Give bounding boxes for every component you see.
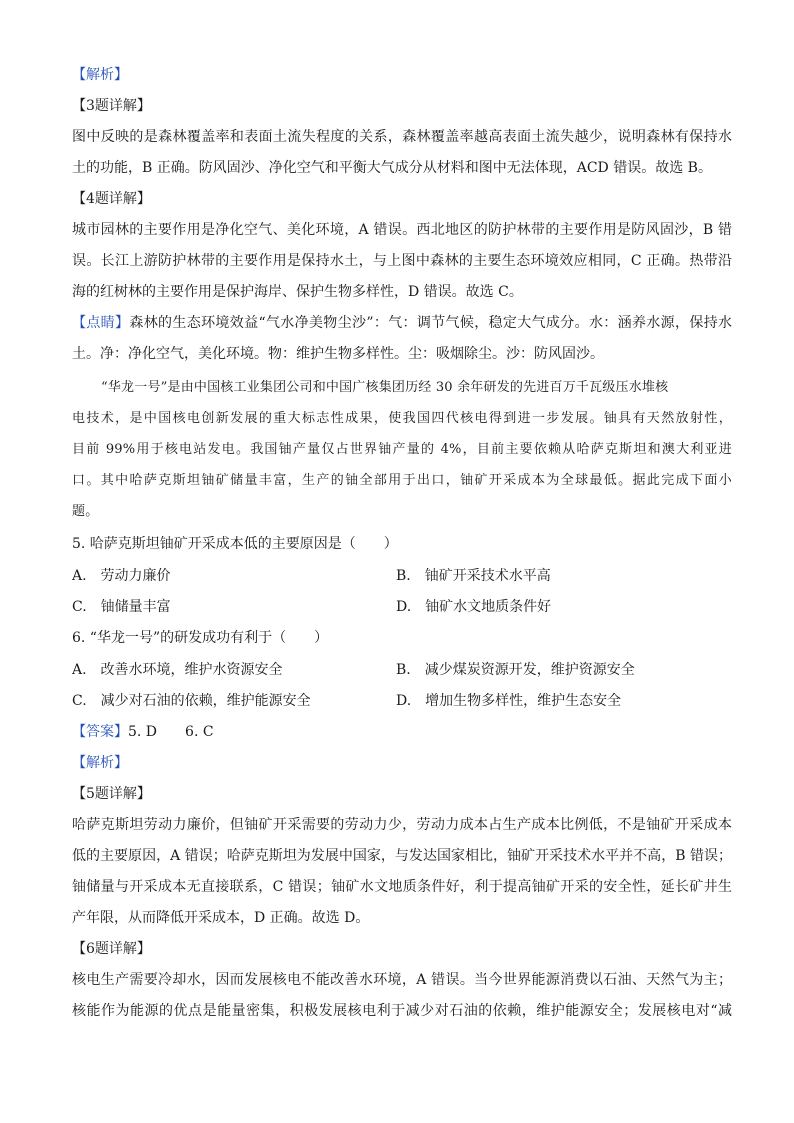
q3-detail-line-2: 土的功能，B 正确。防风固沙、净化空气和平衡大气成分从材料和图中无法体现，ACD 错误。故选 B。 (72, 160, 712, 176)
question-6-stem: 6. “华龙一号”的研发成功有利于（ ） (72, 630, 329, 646)
q5-detail-line-4: 产年限，从而降低开采成本，D 正确。故选 D。 (72, 910, 370, 926)
question-6-option-c: C. 减少对石油的依赖，维护能源安全 (72, 693, 311, 709)
q6-detail-line-2: 核能作为能源的优点是能量密集，积极发展核电利于减少对石油的依赖，维护能源安全；发展核电对“减 (72, 1003, 732, 1019)
question-5-stem: 5. 哈萨克斯坦铀矿开采成本低的主要原因是（ ） (72, 536, 398, 552)
q6-detail-line-1: 核电生产需要冷却水，因而发展核电不能改善水环境，A 错误。当今世界能源消费以石油、天然气为主； (72, 972, 732, 988)
answer-line (72, 722, 732, 742)
passage-line-2: 电技术，是中国核电创新发展的重大标志性成果，使我国四代核电得到进一步发展。铀具有天然放射性， (72, 411, 732, 426)
analysis-label-2: 【解析】 (72, 755, 128, 771)
q3-detail-label: 【3题详解】 (72, 98, 151, 114)
q4-detail-label: 【4题详解】 (72, 191, 151, 207)
answer-text: 5. D 6. C (128, 724, 214, 740)
tip-line-2: 土。净：净化空气，美化环境。物：维护生物多样性。尘：吸烟除尘。沙：防风固沙。 (72, 346, 604, 362)
question-6-option-d: D. 增加生物多样性，维护生态安全 (396, 693, 622, 709)
q5-detail-line-2: 低的主要原因，A 错误；哈萨克斯坦为发展中国家，与发达国家相比，铀矿开采技术水平并不高，B 错误； (72, 848, 732, 864)
question-6-option-b: B. 减少煤炭资源开发，维护资源安全 (396, 662, 635, 678)
tip-line-1 (72, 313, 732, 333)
analysis-label: 【解析】 (72, 67, 128, 83)
question-5-option-b: B. 铀矿开采技术水平高 (396, 568, 551, 584)
question-5-option-c: C. 铀储量丰富 (72, 599, 171, 615)
question-5-option-a: A. 劳动力廉价 (72, 568, 171, 584)
passage-line-5: 题。 (72, 504, 99, 519)
q5-detail-line-3: 铀储量与开采成本无直接联系，C 错误；铀矿水文地质条件好，利于提高铀矿开采的安全性，延长矿井生 (72, 879, 732, 895)
q5-detail-label: 【5题详解】 (72, 786, 151, 802)
answer-label: 【答案】 (72, 724, 128, 740)
passage-line-3: 目前 99%用于核电站发电。我国铀产量仅占世界铀产量的 4%，目前主要依赖从哈萨克斯坦和澳大利亚进 (72, 442, 732, 457)
q4-detail-line-2: 误。长江上游防护林带的主要作用是保持水土，与上图中森林的主要生态环境效应相同，C 正确。热带沿 (72, 253, 732, 269)
question-5-option-d: D. 铀矿水文地质条件好 (396, 599, 552, 615)
q4-detail-line-1: 城市园林的主要作用是净化空气、美化环境，A 错误。西北地区的防护林带的主要作用是防风固沙，B 错 (72, 222, 732, 238)
passage-line-4: 口。其中哈萨克斯坦铀矿储量丰富，生产的铀全部用于出口，铀矿开采成本为全球最低。据此完成下面小 (72, 473, 732, 488)
passage-line-1: “华龙一号”是由中国核工业集团公司和中国广核集团历经 30 余年研发的先进百万千瓦级压水堆核 (101, 380, 669, 395)
q6-detail-label: 【6题详解】 (72, 941, 151, 957)
tip-text: 森林的生态环境效益“气水净美物尘沙”：气：调节气候，稳定大气成分。水：涵养水源，保持水 (129, 315, 732, 331)
q3-detail-line-1: 图中反映的是森林覆盖率和表面土流失程度的关系，森林覆盖率越高表面土流失越少，说明森林有保持水 (72, 129, 732, 145)
tip-label: 【点睛】 (72, 315, 130, 331)
question-6-option-a: A. 改善水环境，维护水资源安全 (72, 662, 283, 678)
q5-detail-line-1: 哈萨克斯坦劳动力廉价，但铀矿开采需要的劳动力少，劳动力成本占生产成本比例低，不是铀矿开采成本 (72, 817, 732, 833)
q4-detail-line-3: 海的红树林的主要作用是保护海岸、保护生物多样性，D 错误。故选 C。 (72, 284, 523, 300)
